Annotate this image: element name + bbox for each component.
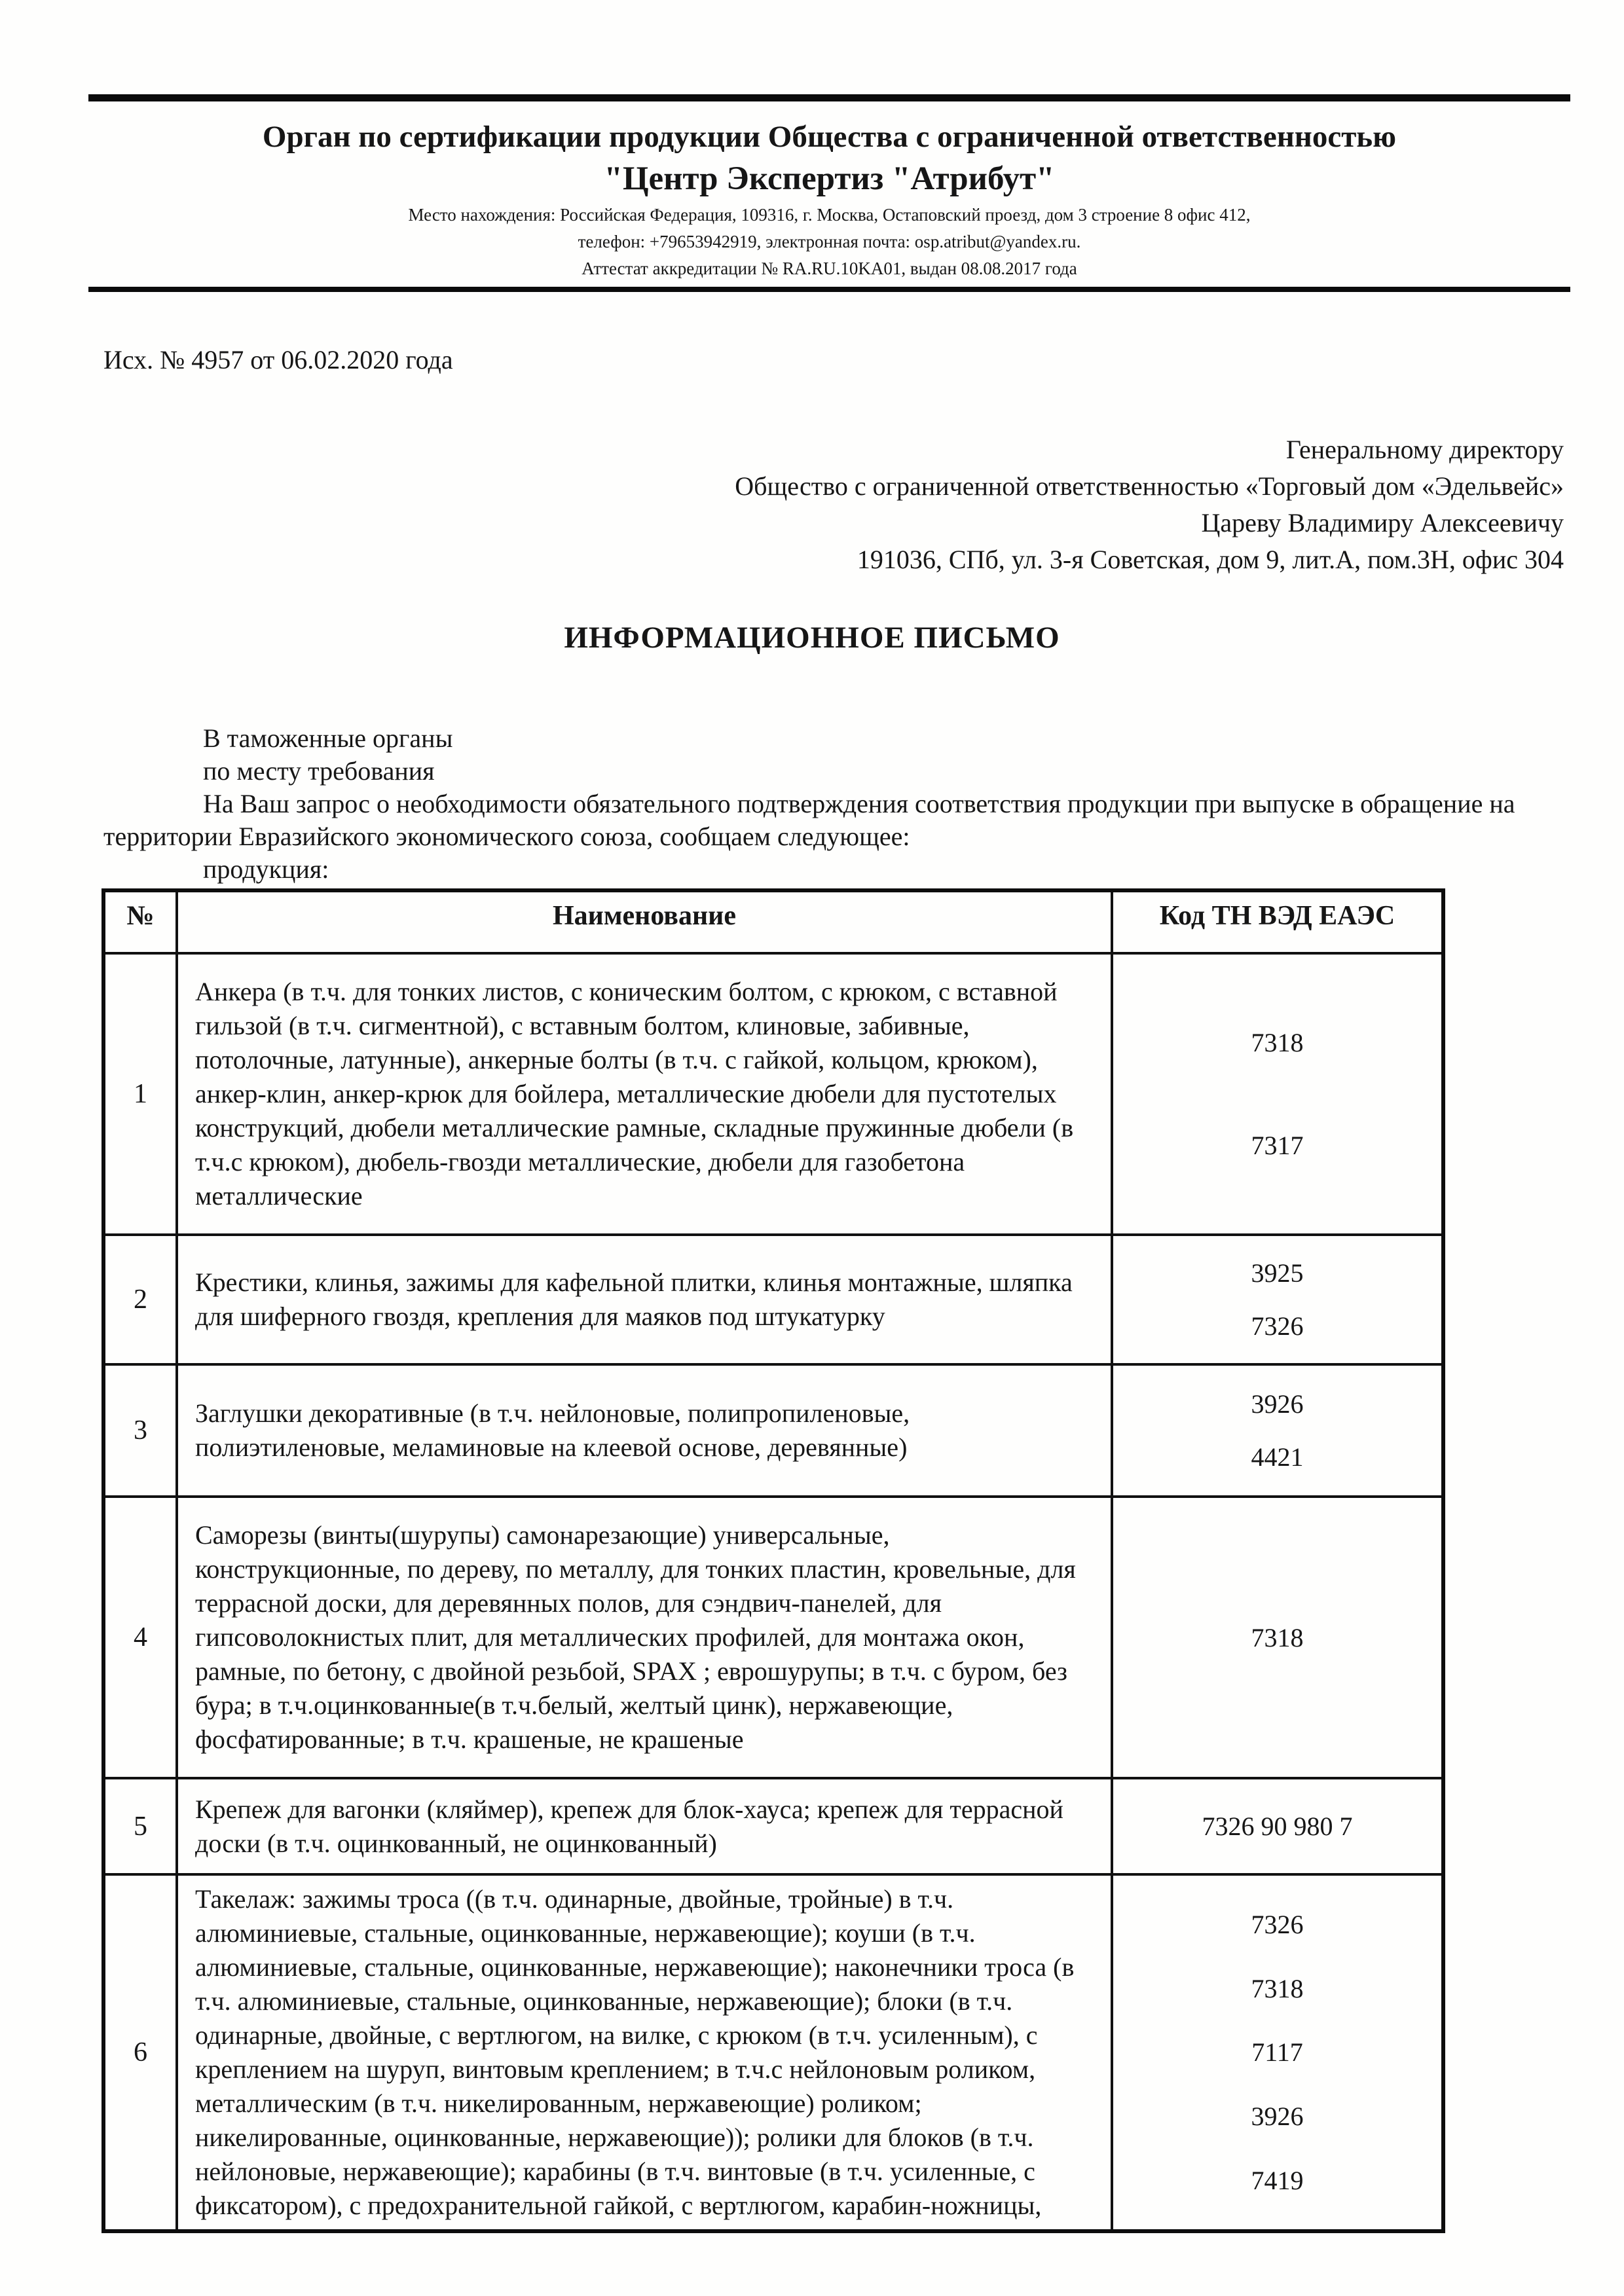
tnved-code: 7326 90 980 7 — [1202, 1812, 1353, 1841]
tnved-code: 3926 — [1251, 1389, 1304, 1419]
table-row — [103, 1778, 1443, 1874]
tnved-codes-cell — [1112, 1497, 1443, 1778]
org-name-line2: "Центр Экспертиз "Атрибут" — [604, 160, 1055, 197]
letterhead-accreditation: Аттестат аккредитации № RA.RU.10KA01, выдан 08.08.2017 года — [581, 259, 1077, 278]
table-header-row — [103, 890, 1443, 953]
letter-body — [103, 722, 1569, 886]
col-header-num: № — [103, 890, 177, 953]
product-table-body — [103, 953, 1443, 2231]
product-name-cell: Анкера (в т.ч. для тонких листов, с коническим болтом, с крюком, с вставной гильзой (в т.ч. сигментной), с вставным болтом, клиновые, забивные, потолочные, латунные), анкерные болты (в т.ч. с гайкой, кольцом, крюком), анкер-клин, анкер-крюк для бойлера, металлические дюбели для пустотелых конструкций, дюбели металлические рамные, складные пружинные дюбели (в т.ч.с крюком), дюбель-гвозди металлические, дюбели для газобетона металлические — [177, 953, 1112, 1235]
tnved-code: 3926 — [1251, 2102, 1304, 2132]
addressee-block — [581, 431, 1564, 578]
outgoing-reference: Исх. № 4957 от 06.02.2020 года — [103, 345, 453, 374]
tnved-code: 7117 — [1251, 2037, 1303, 2068]
product-name-cell: Заглушки декоративные (в т.ч. нейлоновые, полипропиленовые, полиэтиленовые, меламиновые на клеевой основе, деревянные) — [177, 1364, 1112, 1497]
row-number-cell: 2 — [103, 1235, 177, 1364]
tnved-code: 4421 — [1251, 1442, 1304, 1472]
row-number-cell: 5 — [103, 1778, 177, 1874]
row-number-cell: 3 — [103, 1364, 177, 1497]
table-row — [103, 1497, 1443, 1778]
letterhead-top-rule — [88, 94, 1570, 101]
table-row — [103, 1364, 1443, 1497]
table-row — [103, 1235, 1443, 1364]
tnved-codes-cell — [1112, 1364, 1443, 1497]
tnved-code: 7318 — [1251, 1973, 1304, 2003]
addressee-person: Цареву Владимиру Алексеевичу — [1201, 508, 1564, 538]
col-header-name: Наименование — [177, 890, 1112, 953]
letterhead — [0, 0, 1624, 292]
tnved-code: 3925 — [1251, 1258, 1304, 1288]
addressee-position: Генеральному директору — [1285, 435, 1564, 464]
tnved-codes-cell — [1112, 1874, 1443, 2231]
products-table — [101, 888, 1445, 2233]
tnved-codes-cell — [1112, 1235, 1443, 1364]
product-name-cell: Саморезы (винты(шурупы) самонарезающие) универсальные, конструкционные, по дереву, по металлу, для тонких пластин, кровельные, для террасной доски, для деревянных полов, для сэндвич-панелей, для гипсоволокнистых плит, для металлических профилей, для монтажа окон, рамные, по бетону, с двойной резьбой, SPAX ; еврошурупы; в т.ч. с буром, без бура; в т.ч.оцинкованные(в т.ч.белый, желтый цинк), нержавеющие, фосфатированные; в т.ч. крашеные, не крашеные — [177, 1497, 1112, 1778]
product-name-cell: Крепеж для вагонки (кляймер), крепеж для блок-хауса; крепеж для террасной доски (в т.ч. оцинкованный, не оцинкованный) — [177, 1778, 1112, 1874]
product-name-cell: Такелаж: зажимы троса ((в т.ч. одинарные, двойные, тройные) в т.ч. алюминиевые, стальные, оцинкованные, нержавеющие); коуши (в т.ч. алюминиевые, стальные, оцинкованные, нержавеющие); наконечники троса (в т.ч. алюминиевые, стальные, оцинкованные, нержавеющие); блоки (в т.ч. одинарные, двойные, с вертлюгом, на вилке, с крюком (в т.ч. усиленным), с креплением на шуруп, винтовым креплением; в т.ч.с нейлоновым роликом, металлическим (в т.ч. никелированным, нержавеющие) роликом; никелированные, оцинкованные, нержавеющие)); ролики для блоков (в т.ч. нейлоновые, нержавеющие); карабины (в т.ч. винтовые (в т.ч. усиленные, с фиксатором), с предохранительной гайкой, с вертлюгом, карабин-ножницы, — [177, 1874, 1112, 2231]
tnved-code: 7317 — [1251, 1131, 1304, 1161]
addressee-company: Общество с ограниченной ответственностью «Торговый дом «Эдельвейс» — [735, 471, 1564, 501]
row-number-cell: 4 — [103, 1497, 177, 1778]
letterhead-address: Место нахождения: Российская Федерация, 109316, г. Москва, Остаповский проезд, дом 3 строение 8 офис 412, — [408, 205, 1251, 225]
intro-line-customs: В таможенные органы — [203, 723, 453, 753]
intro-line-place: по месту требования — [203, 756, 435, 786]
row-number-cell: 6 — [103, 1874, 177, 2231]
tnved-code: 7326 — [1251, 1909, 1304, 1939]
tnved-codes-cell — [1112, 1778, 1443, 1874]
letterhead-contacts: телефон: +79653942919, электронная почта: osp.atribut@yandex.ru. — [578, 232, 1081, 251]
letter-title: ИНФОРМАЦИОННОЕ ПИСЬМО — [564, 621, 1060, 655]
tnved-code: 7326 — [1251, 1311, 1304, 1341]
tnved-codes-cell — [1112, 953, 1443, 1235]
tnved-code: 7318 — [1251, 1622, 1304, 1652]
letterhead-bottom-rule — [88, 287, 1570, 292]
products-label: продукция: — [203, 854, 329, 884]
tnved-code: 7419 — [1251, 2166, 1304, 2196]
addressee-address: 191036, СПб, ул. 3-я Советская, дом 9, лит.А, пом.3Н, офис 304 — [857, 545, 1564, 574]
product-name-cell: Крестики, клинья, зажимы для кафельной плитки, клинья монтажные, шляпка для шиферного гвоздя, крепления для маяков под штукатурку — [177, 1235, 1112, 1364]
org-name-line1: Орган по сертификации продукции Общества с ограниченной ответственностью — [262, 120, 1397, 154]
row-number-cell: 1 — [103, 953, 177, 1235]
intro-paragraph: На Ваш запрос о необходимости обязательного подтверждения соответствия продукции при выпуске в обращение на территории Евразийского экономического союза, сообщаем следующее: — [103, 789, 1515, 851]
table-row — [103, 1874, 1443, 2231]
col-header-code: Код ТН ВЭД ЕАЭС — [1112, 890, 1443, 953]
table-row — [103, 953, 1443, 1235]
tnved-code: 7318 — [1251, 1027, 1304, 1057]
